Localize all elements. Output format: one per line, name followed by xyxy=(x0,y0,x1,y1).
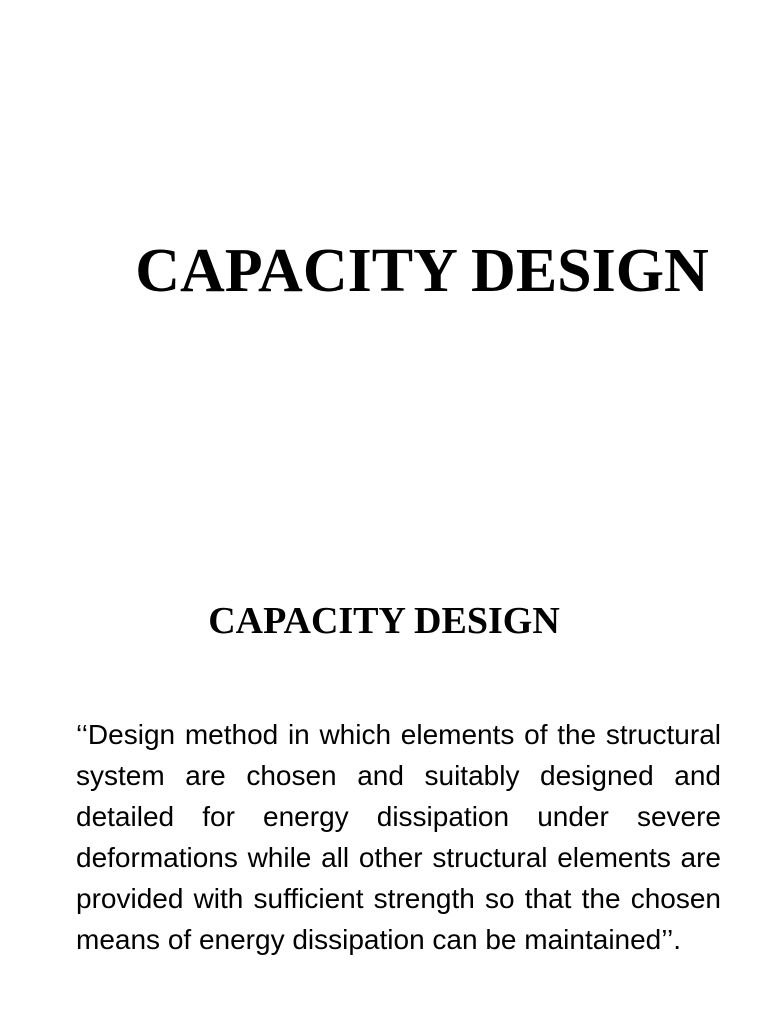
definition-text: ‘‘Design method in which elements of the structural system are chosen and suitably designed and detailed for energy dissipation under severe deformations while all other structural elements are provided with sufficient strength so that the chosen means of energy dissipation can be maintained’’. xyxy=(76,719,721,955)
definition-slide xyxy=(0,512,768,1024)
slide-title: CAPACITY DESIGN xyxy=(135,237,709,305)
section-heading: CAPACITY DESIGN xyxy=(208,600,560,642)
